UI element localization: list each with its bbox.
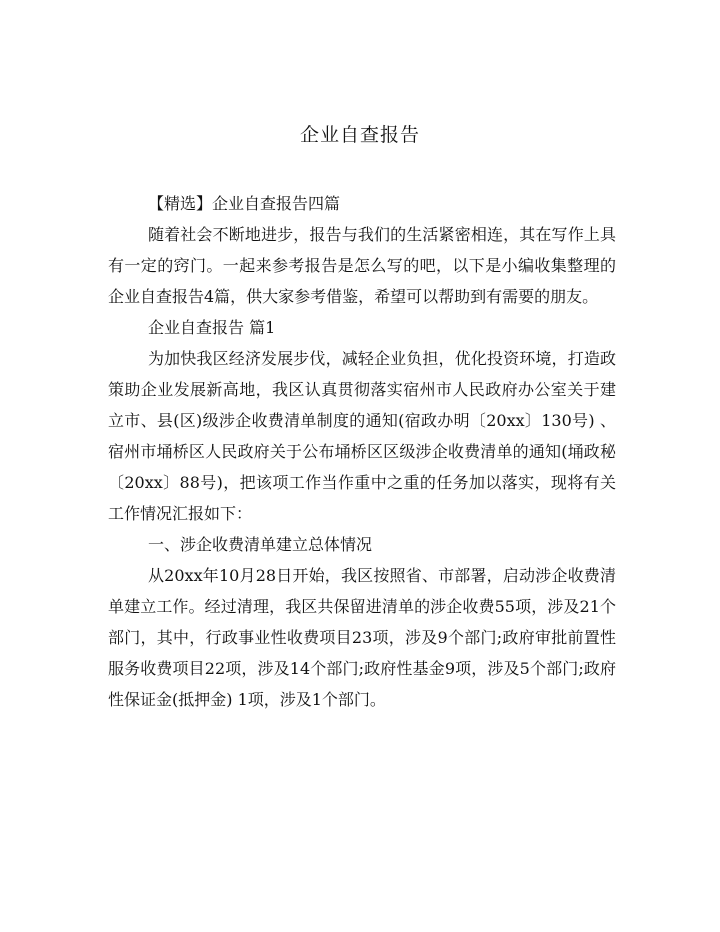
selection-heading: 【精选】企业自查报告四篇	[148, 194, 341, 213]
document-title: 企业自查报告	[299, 124, 420, 146]
report-paragraph: 为加快我区经济发展步伐，减轻企业负担，优化投资环境，打造政策助企业发展新高地，我区认真贯彻落实宿州市人民政府办公室关于建立市、县(区)级涉企收费清单制度的通知(宿政办明〔20xx〕130号) 、宿州市埇桥区人民政府关于公布埇桥区区级涉企收费清单的通知(埇政秘〔20xx〕88号)，把该项工作当作重中之重的任务加以落实，现将有关工作情况汇报如下：	[108, 349, 616, 523]
document-body	[108, 188, 616, 715]
intro-paragraph: 随着社会不断地进步，报告与我们的生活紧密相连，其在写作上具有一定的窍门。一起来参考报告是怎么写的吧，以下是小编收集整理的企业自查报告4篇，供大家参考借鉴，希望可以帮助到有需要的朋友。	[108, 225, 616, 306]
summary-paragraph: 从20xx年10月28日开始，我区按照省、市部署，启动涉企收费清单建立工作。经过清理，我区共保留进清单的涉企收费55项，涉及21个部门，其中，行政事业性收费项目23项，涉及9个部门;政府审批前置性服务收费项目22项，涉及14个部门;政府性基金9项，涉及5个部门;政府性保证金(抵押金) 1项，涉及1个部门。	[108, 566, 616, 709]
report-section-heading: 企业自查报告 篇1	[148, 318, 276, 337]
subsection-heading: 一、涉企收费清单建立总体情况	[148, 535, 373, 554]
